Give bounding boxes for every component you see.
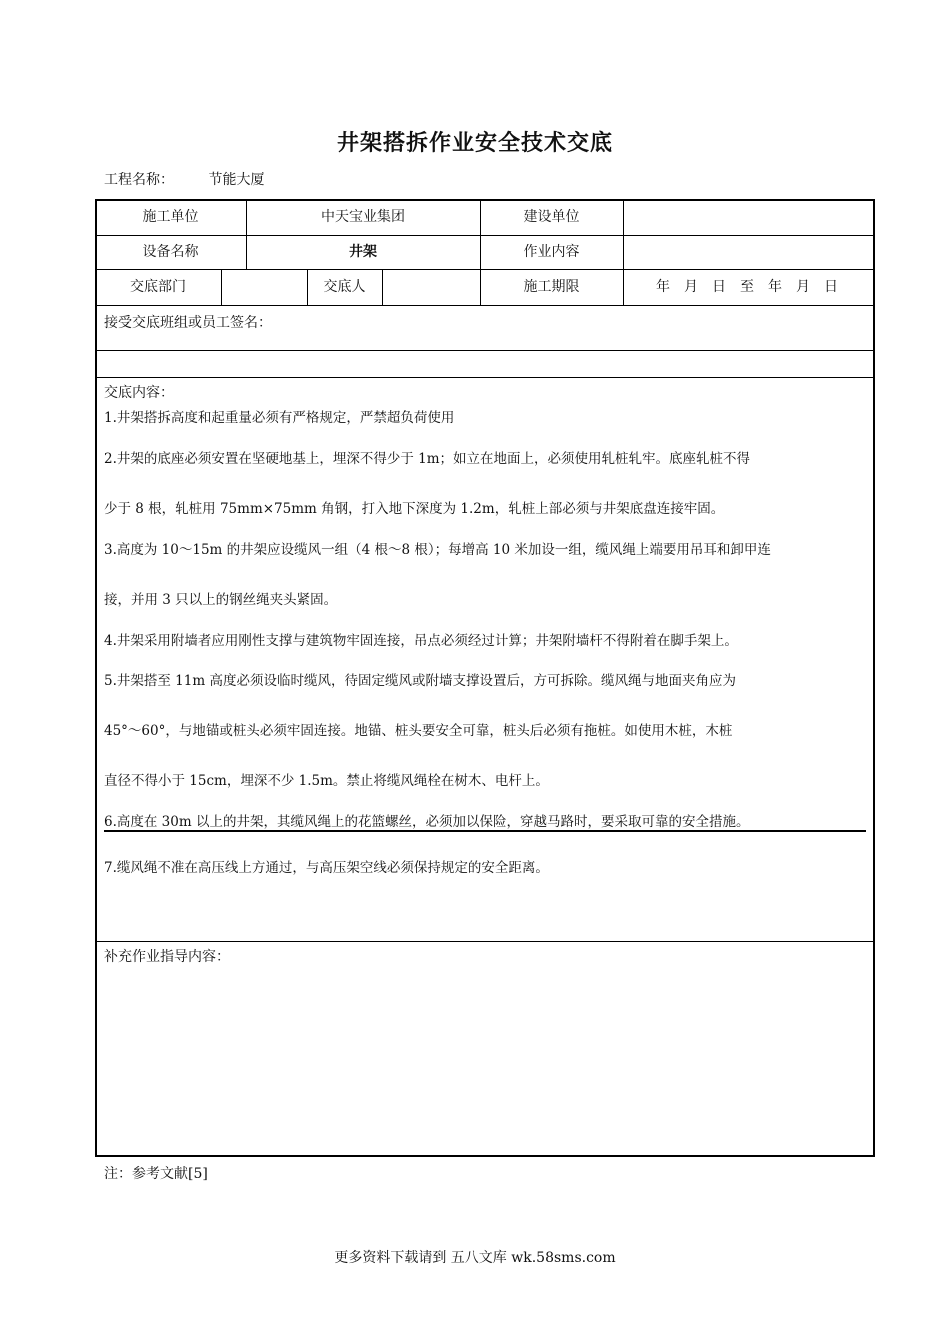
reference-note: 注：参考文献[5]: [104, 1166, 208, 1182]
period-month-end: 月: [796, 279, 810, 295]
content-line-3a: 3.高度为 10～15m 的井架应设缆风一组（4 根～8 根）；每增高 10 米加设一组，缆风绳上端要用吊耳和卸甲连: [104, 542, 771, 558]
content-line-3b: 接，并用 3 只以上的钢丝绳夹头紧固。: [104, 592, 338, 608]
col-divider: [382, 269, 383, 305]
period-day-start: 日: [712, 279, 726, 295]
content-line-7: 7.缆风绳不准在高压线上方通过，与高压架空线必须保持规定的安全距离。: [104, 860, 549, 876]
content-label: 交底内容：: [104, 385, 174, 401]
period-month-start: 月: [684, 279, 698, 295]
supplement-label: 补充作业指导内容：: [104, 949, 230, 965]
period-to: 至: [740, 279, 754, 295]
col-divider: [623, 199, 624, 305]
project-name: 节能大厦: [208, 172, 265, 188]
content-line-4: 4.井架采用附墙者应用刚性支撑与建筑物牢固连接，吊点必须经过计算；井架附墙杆不得附着在脚手架上。: [104, 633, 738, 649]
project-label: 工程名称：: [104, 172, 174, 188]
person-label: 交底人: [323, 279, 366, 295]
equipment-value: 井架: [349, 244, 377, 260]
document-title: 井架搭拆作业安全技术交底: [336, 131, 613, 156]
row-divider: [95, 305, 875, 306]
content-line-5b: 45°～60°，与地锚或桩头必须牢固连接。地锚、桩头要安全可靠，桩头后必须有拖桩。如使用木桩，木桩: [104, 723, 733, 739]
footer-link[interactable]: 更多资料下载请到 五八文库 wk.58sms.com: [334, 1250, 616, 1266]
content-line-5a: 5.井架搭至 11m 高度必须设临时缆风，待固定缆风或附墙支撑设置后，方可拆除。缆风绳与地面夹角应为: [104, 673, 736, 689]
client-unit-label: 建设单位: [523, 209, 580, 225]
content-divider: [104, 830, 866, 832]
dept-label: 交底部门: [130, 279, 186, 295]
content-line-1: 1.井架搭拆高度和起重量必须有严格规定，严禁超负荷使用: [104, 410, 455, 426]
period-year-end: 年: [768, 279, 782, 295]
period-value: [656, 276, 852, 296]
content-line-2b: 少于 8 根，轧桩用 75mm×75mm 角钢，打入地下深度为 1.2m，轧桩上部必须与井架底盘连接牢固。: [104, 501, 725, 517]
construction-unit-label: 施工单位: [142, 209, 199, 225]
col-divider: [221, 269, 222, 305]
row-divider: [95, 377, 875, 378]
period-year-start: 年: [656, 279, 670, 295]
construction-unit-value: 中天宝业集团: [321, 209, 405, 225]
row-divider: [95, 235, 875, 236]
period-label: 施工期限: [523, 279, 580, 295]
row-divider: [95, 350, 875, 351]
signature-label: 接受交底班组或员工签名：: [104, 315, 272, 331]
content-line-6: 6.高度在 30m 以上的井架，其缆风绳上的花篮螺丝，必须加以保险，穿越马路时，要采取可靠的安全措施。: [104, 814, 750, 830]
equipment-label: 设备名称: [142, 244, 199, 260]
period-day-end: 日: [824, 279, 838, 295]
project-line: [104, 169, 264, 189]
work-content-label: 作业内容: [523, 244, 580, 260]
content-line-2a: 2.井架的底座必须安置在坚硬地基上，埋深不得少于 1m；如立在地面上，必须使用轧桩轧牢。底座轧桩不得: [104, 451, 751, 467]
content-line-5c: 直径不得小于 15cm，埋深不少 1.5m。禁止将缆风绳栓在树木、电杆上。: [104, 773, 549, 789]
row-divider: [95, 269, 875, 270]
row-divider: [95, 941, 875, 942]
